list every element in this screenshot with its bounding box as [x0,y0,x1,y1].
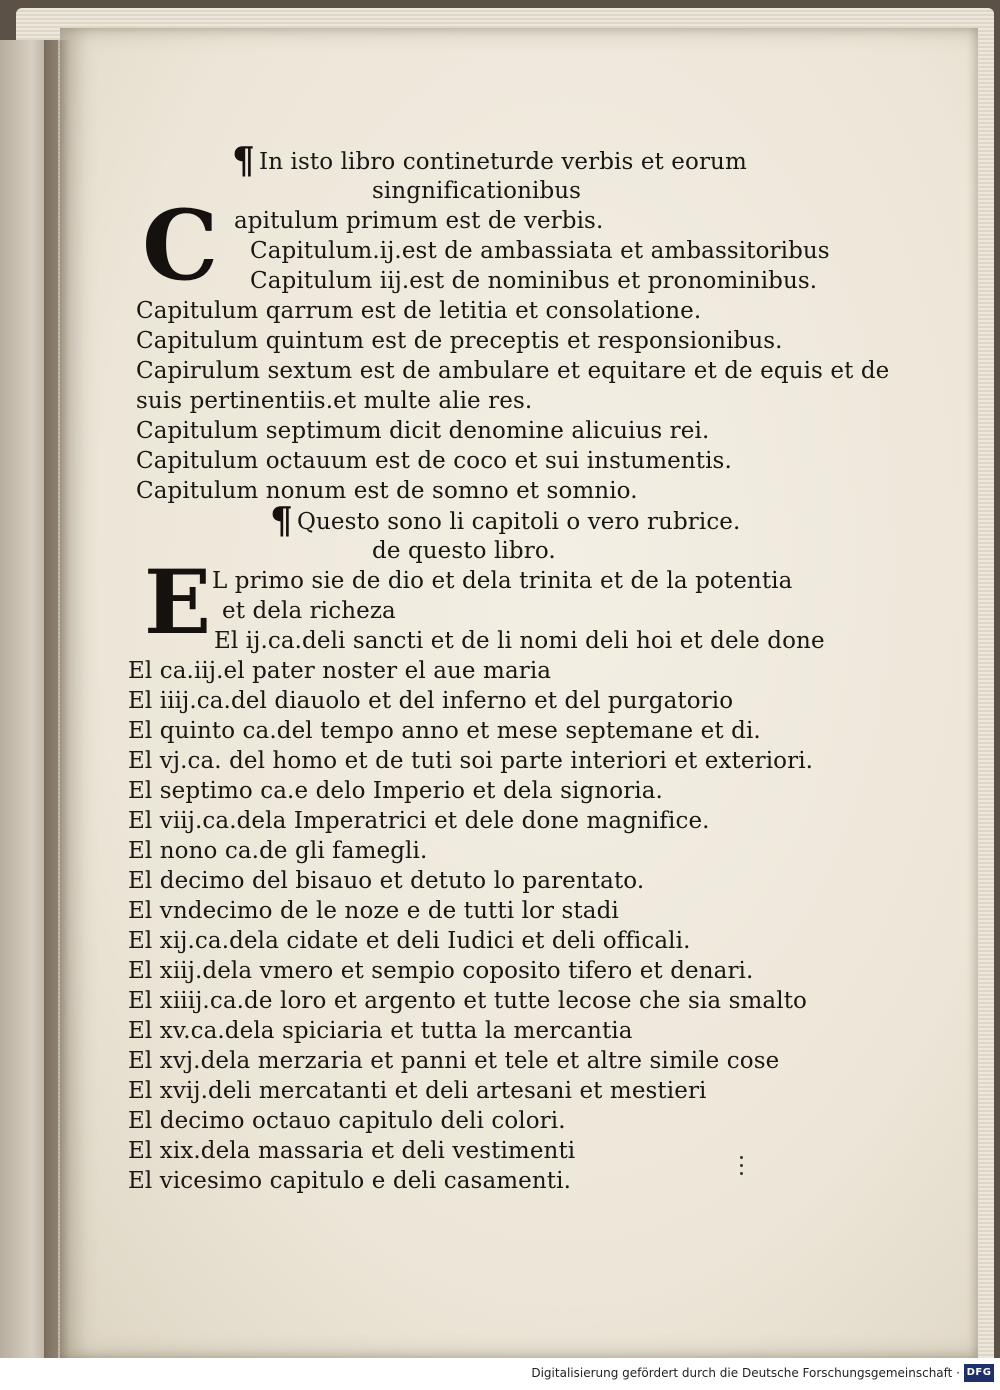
rubric-3: El ca.iij.el pater noster el aue maria [128,658,552,684]
chapter-3: Capitulum iij.est de nominibus et pronominibus. [250,268,818,294]
rubric-2: El ij.ca.deli sancti et de li nomi deli hoi et dele done [214,628,825,654]
rubric-12: El xij.ca.dela cidate et deli Iudici et deli officali. [128,928,691,954]
chapter-6-continued: suis pertinentiis.et multe alie res. [136,388,533,414]
rubric-16: El xvj.dela merzaria et panni et tele et altre simile cose [128,1048,780,1074]
rubric-13: El xiij.dela vmero et sempio coposito tifero et denari. [128,958,754,984]
decorated-initial-e: E [144,550,212,654]
rubric-5: El quinto ca.del tempo anno et mese septemane et di. [128,718,761,744]
rubric-18: El decimo octauo capitulo deli colori. [128,1108,566,1134]
decorated-initial-c: C [142,189,219,302]
rubric-20: El vicesimo capitulo e deli casamenti. [128,1168,572,1194]
chapter-2: Capitulum.ij.est de ambassiata et ambassitoribus [250,238,830,264]
chapter-4: Capitulum qarrum est de letitia et consolatione. [136,298,702,324]
rubric-7: El septimo ca.e delo Imperio et dela signoria. [128,778,663,804]
rubric-mark: ¶ [232,140,256,182]
rubric-15: El xv.ca.dela spiciaria et tutta la mercantia [128,1018,633,1044]
title-text-1: In isto libro contineturde verbis et eorum [259,149,747,175]
rubric-19: El xix.dela massaria et deli vestimenti [128,1138,576,1164]
gutter-shadow [44,40,70,1358]
ornament-dots [740,1156,744,1180]
dfg-logo[interactable]: DFG [964,1364,994,1382]
rubric-1: L primo sie de dio et dela trinita et de la potentia [212,568,793,594]
rubric-heading-2: de questo libro. [372,538,556,564]
footer-bar [0,1358,1000,1390]
chapter-7: Capitulum septimum dicit denomine alicuius rei. [136,418,710,444]
rubric-10: El decimo del bisauo et detuto lo parentato. [128,868,645,894]
rubric-11: El vndecimo de le noze e de tutti lor stadi [128,898,619,924]
rubric-1-continued: et dela richeza [222,598,396,624]
chapter-9: Capitulum nonum est de somno et somnio. [136,478,638,504]
chapter-6: Capirulum sextum est de ambulare et equitare et de equis et de [136,358,890,384]
chapter-8: Capitulum octauum est de coco et sui instumentis. [136,448,732,474]
rubric-14: El xiiij.ca.de loro et argento et tutte lecose che sia smalto [128,988,807,1014]
rubric-6: El vj.ca. del homo et de tuti soi parte interiori et exteriori. [128,748,814,774]
rubric-4: El iiij.ca.del diauolo et del inferno et del purgatorio [128,688,734,714]
title-line-2: singnificationibus [372,178,582,204]
rubric-heading-text: Questo sono li capitoli o vero rubrice. [297,509,741,535]
rubric-heading-1 [270,500,741,542]
title-line-1 [232,140,747,182]
rubric-8: El viij.ca.dela Imperatrici et dele done magnifice. [128,808,710,834]
rubric-9: El nono ca.de gli famegli. [128,838,428,864]
chapter-5: Capitulum quintum est de preceptis et responsionibus. [136,328,783,354]
rubric-mark: ¶ [270,500,294,542]
funding-credit: Digitalisierung gefördert durch die Deutsche Forschungsgemeinschaft · [531,1366,960,1380]
chapter-1: apitulum primum est de verbis. [234,208,604,234]
rubric-17: El xvij.deli mercatanti et deli artesani et mestieri [128,1078,707,1104]
